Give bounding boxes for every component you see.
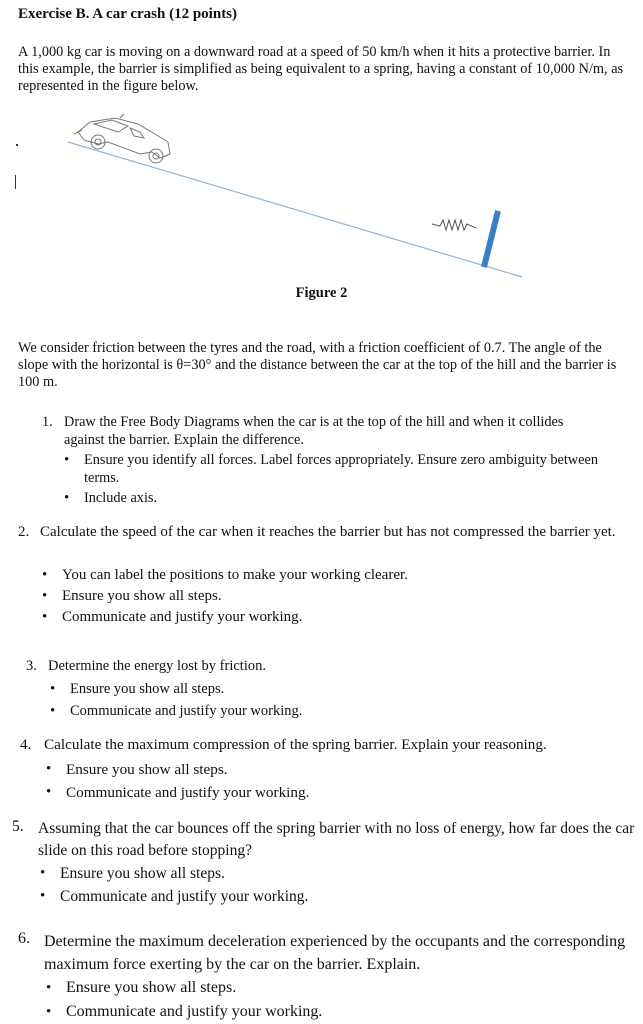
- question-text: Determine the energy lost by friction.: [48, 658, 266, 674]
- bullet-item: • Communicate and justify your working.: [38, 885, 628, 908]
- question-number: 5.: [12, 818, 24, 835]
- stray-dot: [16, 144, 18, 146]
- text-cursor: [15, 175, 16, 189]
- figure-car-slope: [60, 112, 530, 282]
- intro-paragraph: A 1,000 kg car is moving on a downward road at a speed of 50 km/h when it hits a protective barrier. In this example, the barrier is simplified as being equivalent to a spring, having a constant of 10,000 N/m, as represented in the figure below.: [18, 44, 624, 94]
- spring-drawing: [432, 220, 476, 230]
- barrier-drawing: [481, 210, 501, 268]
- question-text: Calculate the maximum compression of the spring barrier. Explain your reasoning.: [44, 736, 547, 753]
- bullet-item: • Communicate and justify your working.: [40, 607, 620, 628]
- bullet-item: • Ensure you show all steps.: [38, 862, 628, 885]
- question-text: Calculate the speed of the car when it reaches the barrier but has not compressed the barrier yet.: [40, 524, 616, 540]
- bullet-item: • Ensure you show all steps.: [40, 586, 620, 607]
- bullet-item: • You can label the positions to make your working clearer.: [40, 565, 620, 586]
- bullet-item: • Ensure you show all steps.: [48, 678, 608, 700]
- bullet-item: • Communicate and justify your working.: [44, 1000, 624, 1024]
- question-number: 1.: [42, 414, 53, 430]
- car-drawing: [74, 114, 170, 163]
- question-number: 3.: [26, 658, 37, 674]
- bullet-item: • Ensure you show all steps.: [44, 976, 624, 1000]
- bullet-item: • Ensure you show all steps.: [44, 758, 624, 781]
- bullet-item: • Communicate and justify your working.: [44, 781, 624, 804]
- bullet-item: • Include axis.: [62, 489, 622, 507]
- bullet-item: • Ensure you identify all forces. Label forces appropriately. Ensure zero ambiguity between terms.: [62, 451, 622, 487]
- friction-paragraph: We consider friction between the tyres and the road, with a friction coefficient of 0.7. The angle of the slope with the horizontal is θ=30° and the distance between the car at the top of the hill and the barrier is 100 m.: [18, 340, 617, 390]
- bullet-item: • Communicate and justify your working.: [48, 700, 608, 722]
- question-text: Draw the Free Body Diagrams when the car is at the top of the hill and when it collides against the barrier. Explain the difference.: [64, 414, 564, 448]
- figure-caption: Figure 2: [295, 285, 348, 301]
- exercise-title: Exercise B. A car crash (12 points): [18, 6, 238, 22]
- question-text: Assuming that the car bounces off the spring barrier with no loss of energy, how far does the car slide on this road before stopping?: [38, 820, 635, 859]
- question-text: Determine the maximum deceleration experienced by the occupants and the corresponding maximum force exerting by the car on the barrier. Explain.: [44, 933, 626, 973]
- question-number: 2.: [18, 524, 30, 540]
- question-number: 6.: [18, 930, 30, 947]
- question-number: 4.: [20, 736, 32, 753]
- road-slope-line: [68, 142, 522, 277]
